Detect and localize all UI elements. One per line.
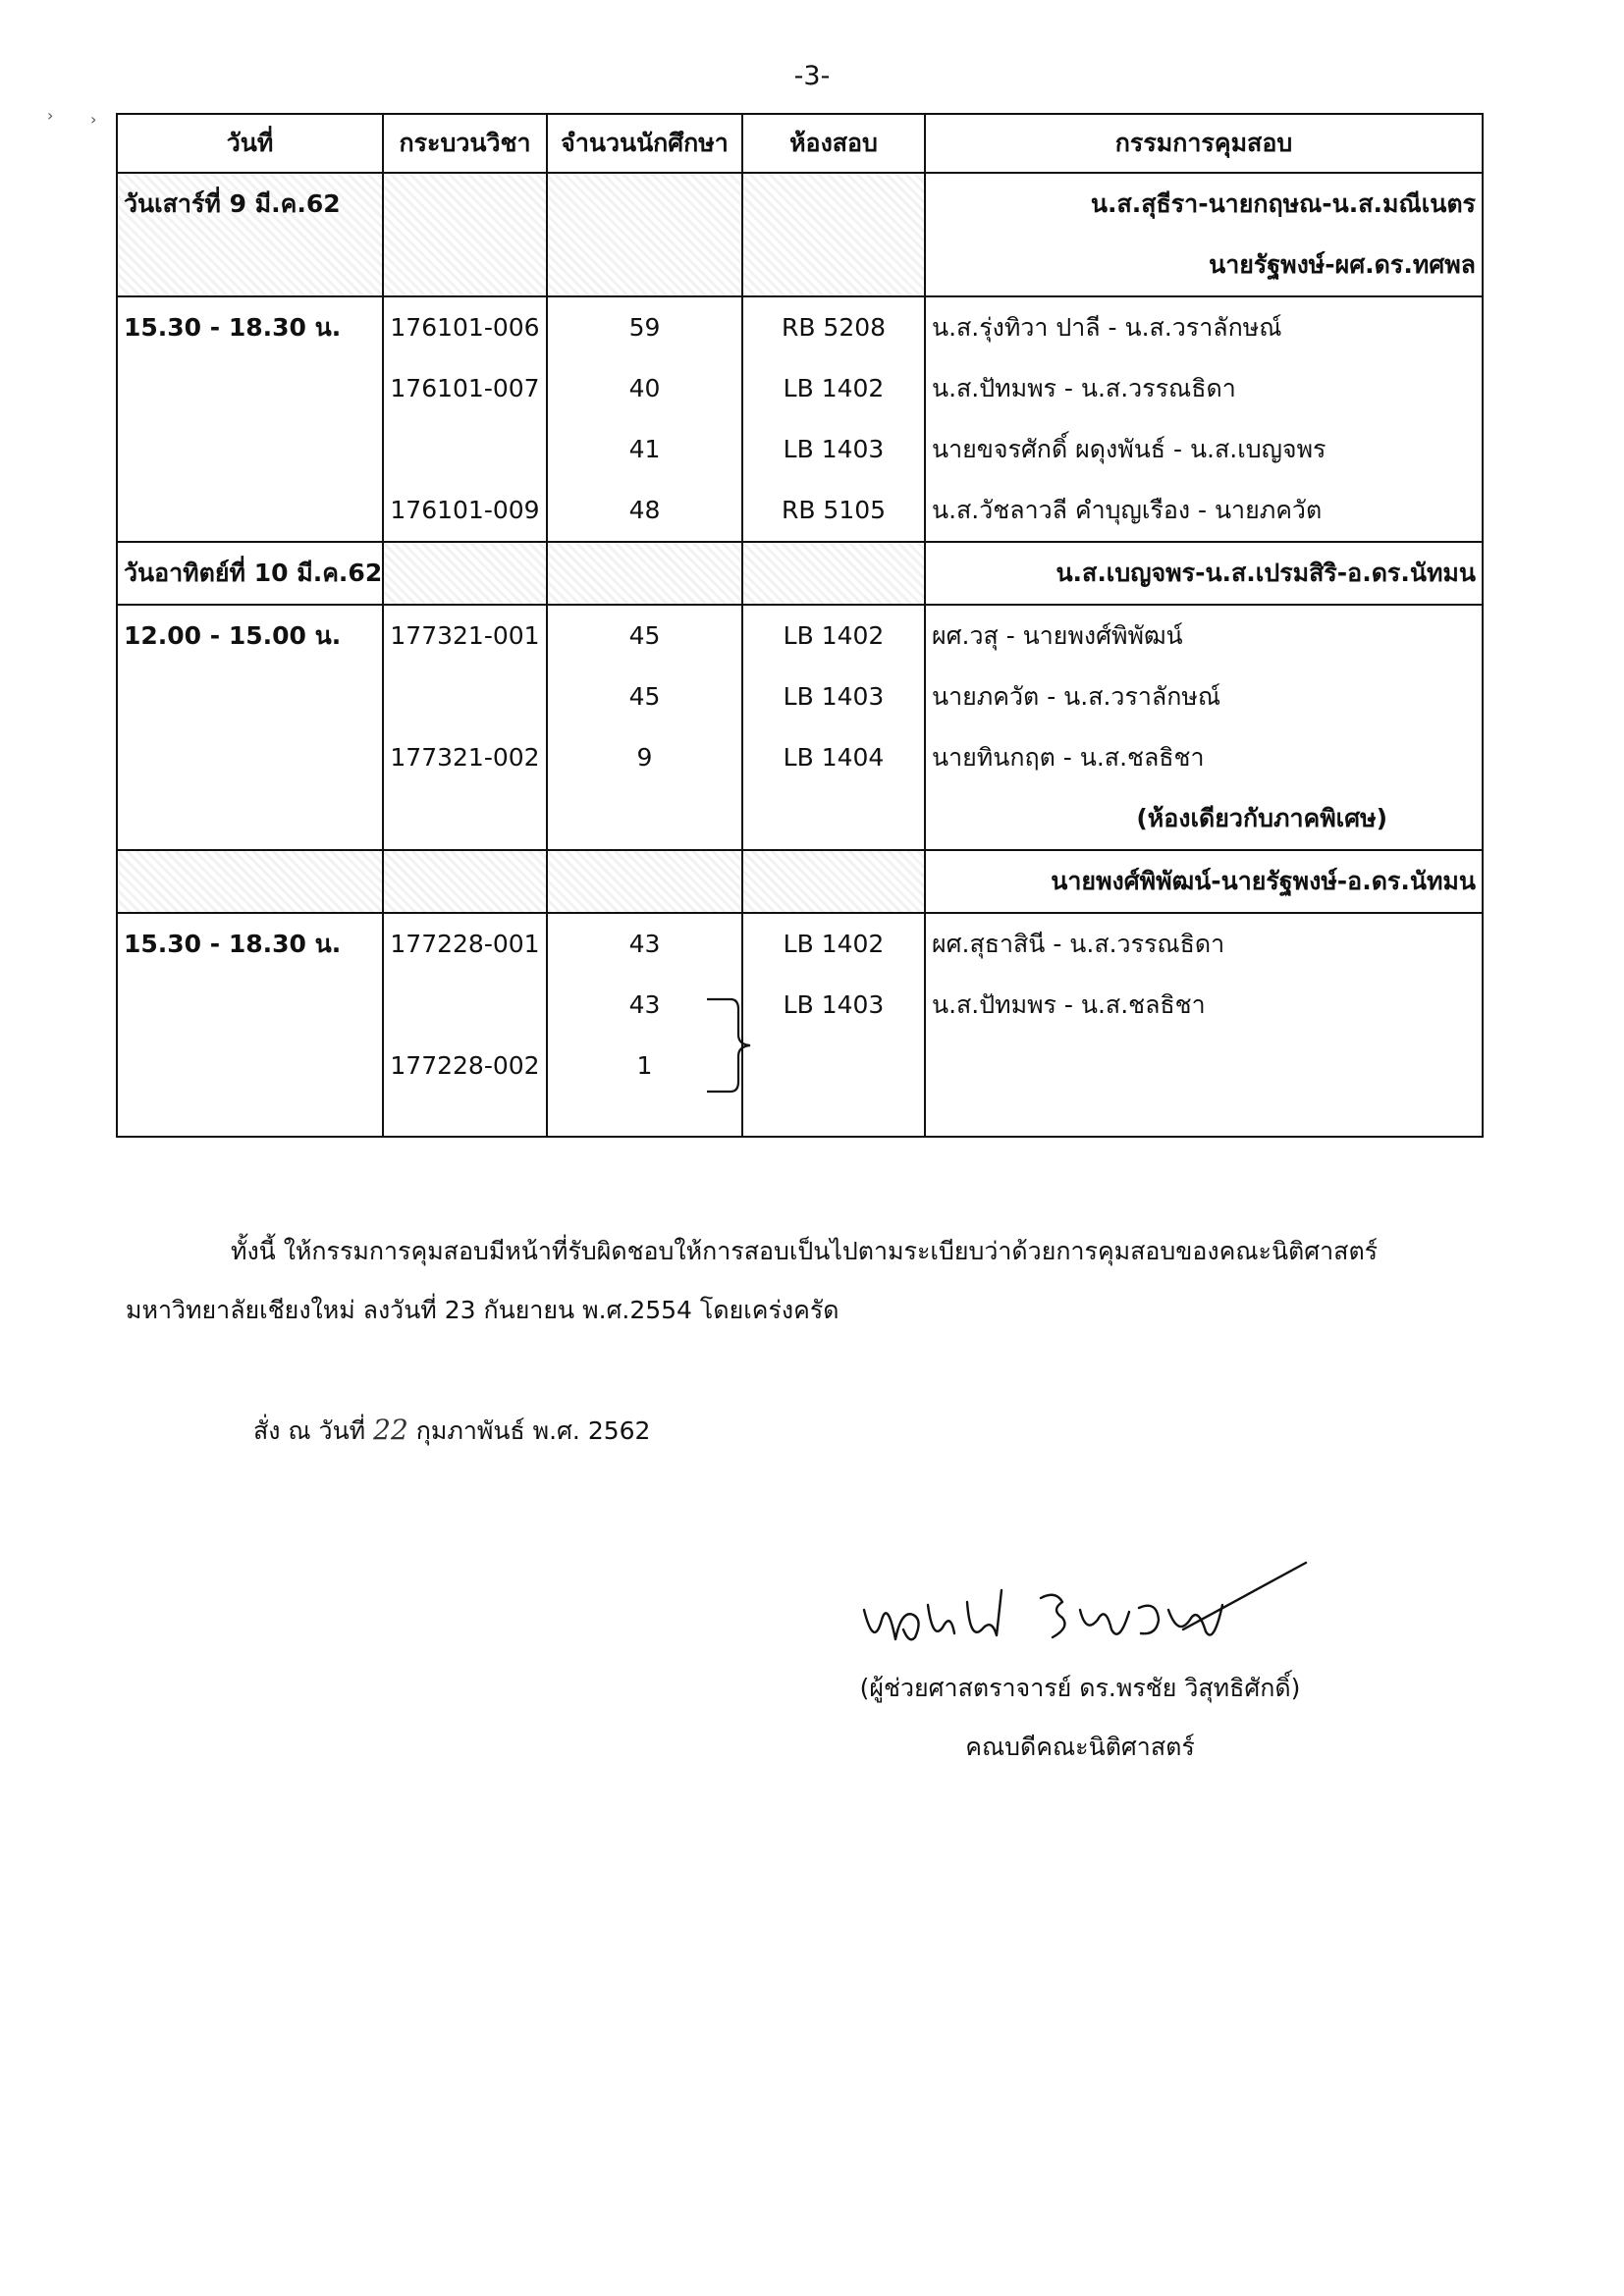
- students-cell: [547, 605, 742, 850]
- time-slot-text: 12.00 - 15.00 น.: [124, 621, 342, 650]
- room: LB 1402: [783, 930, 885, 958]
- room: LB 1403: [783, 990, 885, 1019]
- day-date: [117, 542, 383, 605]
- header-course: กระบวนวิชา: [383, 114, 547, 173]
- header-proctors: กรรมการคุมสอบ: [925, 114, 1483, 173]
- margin-mark: ›: [47, 106, 54, 125]
- room-note: (ห้องเดียวกับภาคพิเศษ): [1136, 804, 1387, 832]
- student-count: 43: [628, 990, 661, 1019]
- time-slot-row: [117, 605, 1483, 850]
- empty-cell: [117, 850, 383, 913]
- student-count: 43: [628, 930, 661, 958]
- empty-cell: [547, 542, 742, 605]
- course-code: 177321-002: [390, 743, 540, 772]
- room: LB 1403: [783, 435, 885, 463]
- course-cell: [383, 605, 547, 850]
- proctors-cell: [925, 605, 1483, 850]
- proctors-cell: [925, 913, 1483, 1137]
- proctor-pair: นายทินกฤต - น.ส.ชลธิชา: [932, 743, 1205, 772]
- header-room: ห้องสอบ: [742, 114, 925, 173]
- empty-cell: [383, 173, 547, 296]
- spacer-line: [390, 788, 540, 849]
- head-proctors: [925, 850, 1483, 913]
- proctor-pair: น.ส.ปัทมพร - น.ส.วรรณธิดา: [932, 374, 1236, 402]
- proctor-pair: น.ส.รุ่งทิวา ปาลี - น.ส.วราลักษณ์: [932, 313, 1282, 342]
- proctor-pair: น.ส.วัชลาวลี คำบุญเรือง - นายภควัต: [932, 496, 1323, 524]
- order-date: [253, 1412, 650, 1451]
- signer-title: คณบดีคณะนิติศาสตร์: [965, 1733, 1195, 1761]
- body-paragraph-line: มหาวิทยาลัยเชียงใหม่ ลงวันที่ 23 กันยายน พ.ศ.2554 โดยเคร่งครัด: [126, 1296, 839, 1324]
- header-date: วันที่: [117, 114, 383, 173]
- room: RB 5105: [781, 496, 887, 524]
- session-heading-row: [117, 850, 1483, 913]
- time-slot: [117, 296, 383, 542]
- course-code: 177228-001: [390, 930, 540, 958]
- proctor-pair: นายขจรศักดิ์ ผดุงพันธ์ - น.ส.เบญจพร: [932, 435, 1326, 463]
- proctors-cell: [925, 296, 1483, 542]
- course-cell: [383, 913, 547, 1137]
- proctor-pair: นายภควัต - น.ส.วราลักษณ์: [932, 682, 1221, 711]
- course-code: 177228-002: [390, 1051, 540, 1080]
- proctor-pair: น.ส.ปัทมพร - น.ส.ชลธิชา: [932, 990, 1206, 1019]
- student-count: 41: [628, 435, 661, 463]
- course-code: [390, 667, 540, 727]
- time-slot-text: 15.30 - 18.30 น.: [124, 313, 342, 342]
- body-paragraph-line: ทั้งนี้ ให้กรรมการคุมสอบมีหน้าที่รับผิดชอบให้การสอบเป็นไปตามระเบียบว่าด้วยการคุมสอบของคณะนิติศาสตร์: [231, 1237, 1379, 1265]
- course-code: [390, 419, 540, 480]
- time-slot-row: [117, 296, 1483, 542]
- empty-cell: [547, 850, 742, 913]
- signature-icon: [844, 1551, 1316, 1669]
- empty-cell: [742, 542, 925, 605]
- head-proctor-line: นายรัฐพงษ์-ผศ.ดร.ทศพล: [1209, 250, 1476, 279]
- course-code: 176101-007: [390, 374, 540, 402]
- room: LB 1403: [783, 682, 885, 711]
- student-count: 59: [628, 313, 661, 342]
- course-cell: [383, 296, 547, 542]
- head-proctor-line: น.ส.สุธีรา-นายกฤษณ-น.ส.มณีเนตร: [1090, 189, 1476, 218]
- students-cell: [547, 296, 742, 542]
- day-date-text: วันเสาร์ที่ 9 มี.ค.62: [124, 189, 341, 218]
- order-date-suffix: กุมภาพันธ์ พ.ศ. 2562: [415, 1416, 651, 1445]
- course-code: [390, 975, 540, 1036]
- room: LB 1402: [783, 621, 885, 650]
- proctor-pair: ผศ.สุธาสินี - น.ส.วรรณธิดา: [932, 930, 1225, 958]
- table-header-row: [117, 114, 1483, 173]
- time-slot: [117, 605, 383, 850]
- time-slot: [117, 913, 383, 1137]
- order-date-prefix: สั่ง ณ วันที่: [253, 1416, 366, 1445]
- student-count: 40: [628, 374, 661, 402]
- spacer-line: [390, 1096, 540, 1136]
- time-slot-text: 15.30 - 18.30 น.: [124, 930, 342, 958]
- empty-cell: [383, 850, 547, 913]
- margin-mark: ›: [90, 110, 97, 129]
- course-code: 177321-001: [390, 621, 540, 650]
- student-count: 48: [628, 496, 661, 524]
- empty-cell: [383, 542, 547, 605]
- room: RB 5208: [781, 313, 887, 342]
- course-code: 176101-006: [390, 313, 540, 342]
- student-count: 45: [628, 621, 661, 650]
- day-heading-row: [117, 173, 1483, 296]
- room: LB 1404: [783, 743, 885, 772]
- room: LB 1402: [783, 374, 885, 402]
- student-count: 9: [636, 743, 653, 772]
- course-code: 176101-009: [390, 496, 540, 524]
- page-number: -3-: [793, 61, 831, 91]
- student-count: 1: [636, 1051, 653, 1080]
- signer-name: (ผู้ช่วยศาสตราจารย์ ดร.พรชัย วิสุทธิศักดิ์): [859, 1674, 1301, 1702]
- header-students: จำนวนนักศึกษา: [547, 114, 742, 173]
- empty-cell: [742, 850, 925, 913]
- day-date-text: วันอาทิตย์ที่ 10 มี.ค.62: [124, 559, 383, 587]
- day-date: [117, 173, 383, 296]
- group-brace-icon: [701, 991, 770, 1099]
- room-cell: [742, 296, 925, 542]
- head-proctors: [925, 542, 1483, 605]
- empty-cell: [742, 173, 925, 296]
- order-date-day: 22: [373, 1414, 408, 1446]
- exam-schedule-table: [116, 113, 1484, 1138]
- student-count: 45: [628, 682, 661, 711]
- head-proctor-line: น.ส.เบญจพร-น.ส.เปรมสิริ-อ.ดร.นัทมน: [1056, 559, 1476, 587]
- room-cell: [742, 605, 925, 850]
- day-heading-row: [117, 542, 1483, 605]
- head-proctors: [925, 173, 1483, 296]
- head-proctor-line: นายพงศ์พิพัฒน์-นายรัฐพงษ์-อ.ดร.นัทมน: [1051, 867, 1476, 895]
- proctor-pair: ผศ.วสุ - นายพงศ์พิพัฒน์: [932, 621, 1183, 650]
- time-slot-row: [117, 913, 1483, 1137]
- empty-cell: [547, 173, 742, 296]
